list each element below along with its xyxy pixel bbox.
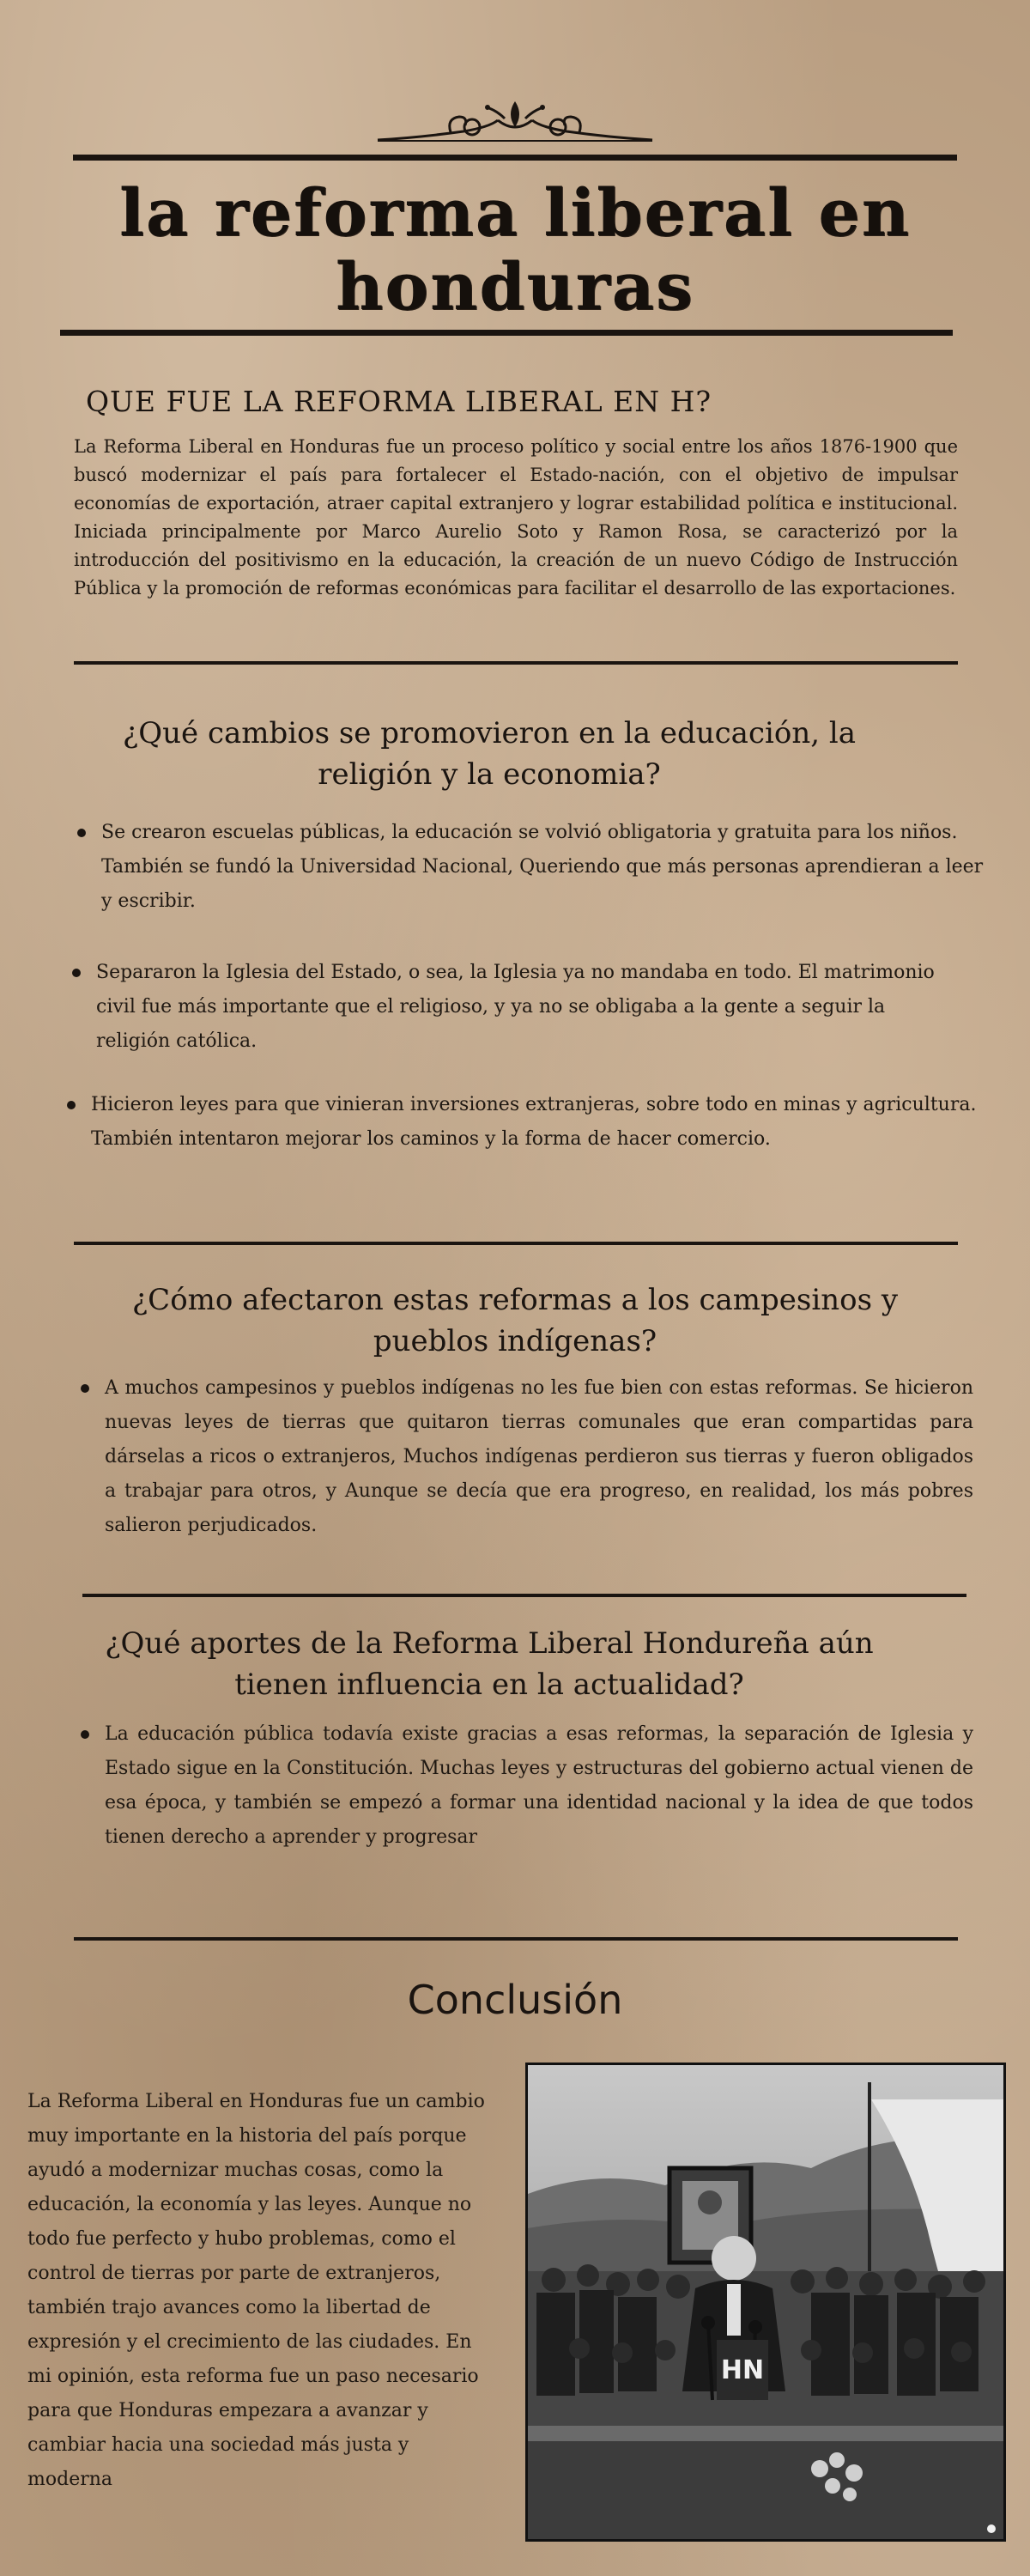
list-item — [81, 1371, 973, 1543]
list-item — [81, 1717, 973, 1855]
section3-heading: ¿Cómo afectaron estas reformas a los campesinos y pueblos indígenas? — [131, 1283, 899, 1358]
section4-divider — [74, 1937, 958, 1941]
page-title: la reforma liberal en honduras — [119, 174, 911, 325]
title-top-rule — [73, 155, 957, 161]
list-item — [77, 816, 987, 919]
conclusion-text: La Reforma Liberal en Honduras fue un cambio muy importante en la historia del país porque ayudó a modernizar muchas cosas, como la educación, la economía y las leyes. Aunque no todo fue perfecto y hubo problemas, como el control de tierras por parte de extranjeros, también trajo avances como la libertad de expresión y el crecimiento de las ciudades. En mi opinión, esta reforma fue un paso necesario para que Honduras empezara a avanzar y cambiar hacia una sociedad más justa y moderna — [27, 2091, 485, 2490]
bullet-icon — [77, 829, 86, 837]
section2-heading: ¿Qué cambios se promovieron en la educación, la religión y la economia? — [123, 716, 856, 792]
conclusion-heading: Conclusión — [407, 1977, 623, 2023]
bullet-icon — [67, 1101, 76, 1109]
section4-heading: ¿Qué aportes de la Reforma Liberal Hondureña aún tienen influencia en la actualidad? — [105, 1626, 874, 1702]
bullet-text: Separaron la Iglesia del Estado, o sea, la Iglesia ya no mandaba en todo. El matrimonio civil fue más importante que el religioso, y ya no se obligaba a la gente a seguir la religión católica. — [96, 962, 935, 1052]
section2-divider — [74, 1242, 958, 1245]
list-item — [72, 956, 965, 1059]
section3-divider — [82, 1594, 966, 1597]
bullet-text: Hicieron leyes para que vinieran inversiones extranjeras, sobre todo en minas y agricultura. También intentaron mejorar los caminos y la forma de hacer comercio. — [91, 1094, 977, 1150]
title-bottom-rule — [60, 330, 953, 336]
section1-divider — [74, 661, 958, 665]
bullet-text: Se crearon escuelas públicas, la educación se volvió obligatoria y gratuita para los niños. También se fundó la Universidad Nacional, Queriendo que más personas aprendieran a leer y escribir. — [101, 822, 984, 912]
section1-text: La Reforma Liberal en Honduras fue un proceso político y social entre los años 1876-1900 que buscó modernizar el país para fortalecer el Estado-nación, con el objetivo de impulsar economías de exportación, atraer capital extranjero y lograr estabilidad política e institucional. Iniciada principalmente por Marco Aurelio Soto y Ramon Rosa, se caracterizó por la introducción del positivismo en la educación, la creación de un nuevo Código de Instrucción Pública y la promoción de reformas económicas para facilitar el desarrollo de las exportaciones. — [74, 436, 958, 598]
bullet-text: La educación pública todavía existe gracias a esas reformas, la separación de Iglesia y Estado sigue en la Constitución. Muchas leyes y estructuras del gobierno actual vienen de esa época, y también se empezó a formar una identidad nacional y la idea de que todos tienen derecho a aprender y progresar — [105, 1723, 973, 1848]
list-item — [67, 1088, 1003, 1157]
podium-sign-text: HN — [720, 2355, 765, 2385]
ceremony-photo-illustration — [528, 2065, 1003, 2539]
flourish-ornament-icon — [369, 93, 661, 153]
bullet-icon — [72, 969, 81, 977]
section1-heading: QUE FUE LA REFORMA LIBERAL EN H? — [86, 385, 712, 418]
bullet-text: A muchos campesinos y pueblos indígenas no les fue bien con estas reformas. Se hicieron nuevas leyes de tierras que quitaron tierras comunales que eran compartidas para dárselas a ricos o extranjeros, Muchos indígenas perdieron sus tierras y fueron obligados a trabajar para otros, y Aunque se decía que era progreso, en realidad, los más pobres salieron perjudicados. — [105, 1377, 973, 1536]
bullet-icon — [81, 1730, 89, 1739]
historical-photo — [525, 2063, 1006, 2542]
bullet-icon — [81, 1384, 89, 1393]
